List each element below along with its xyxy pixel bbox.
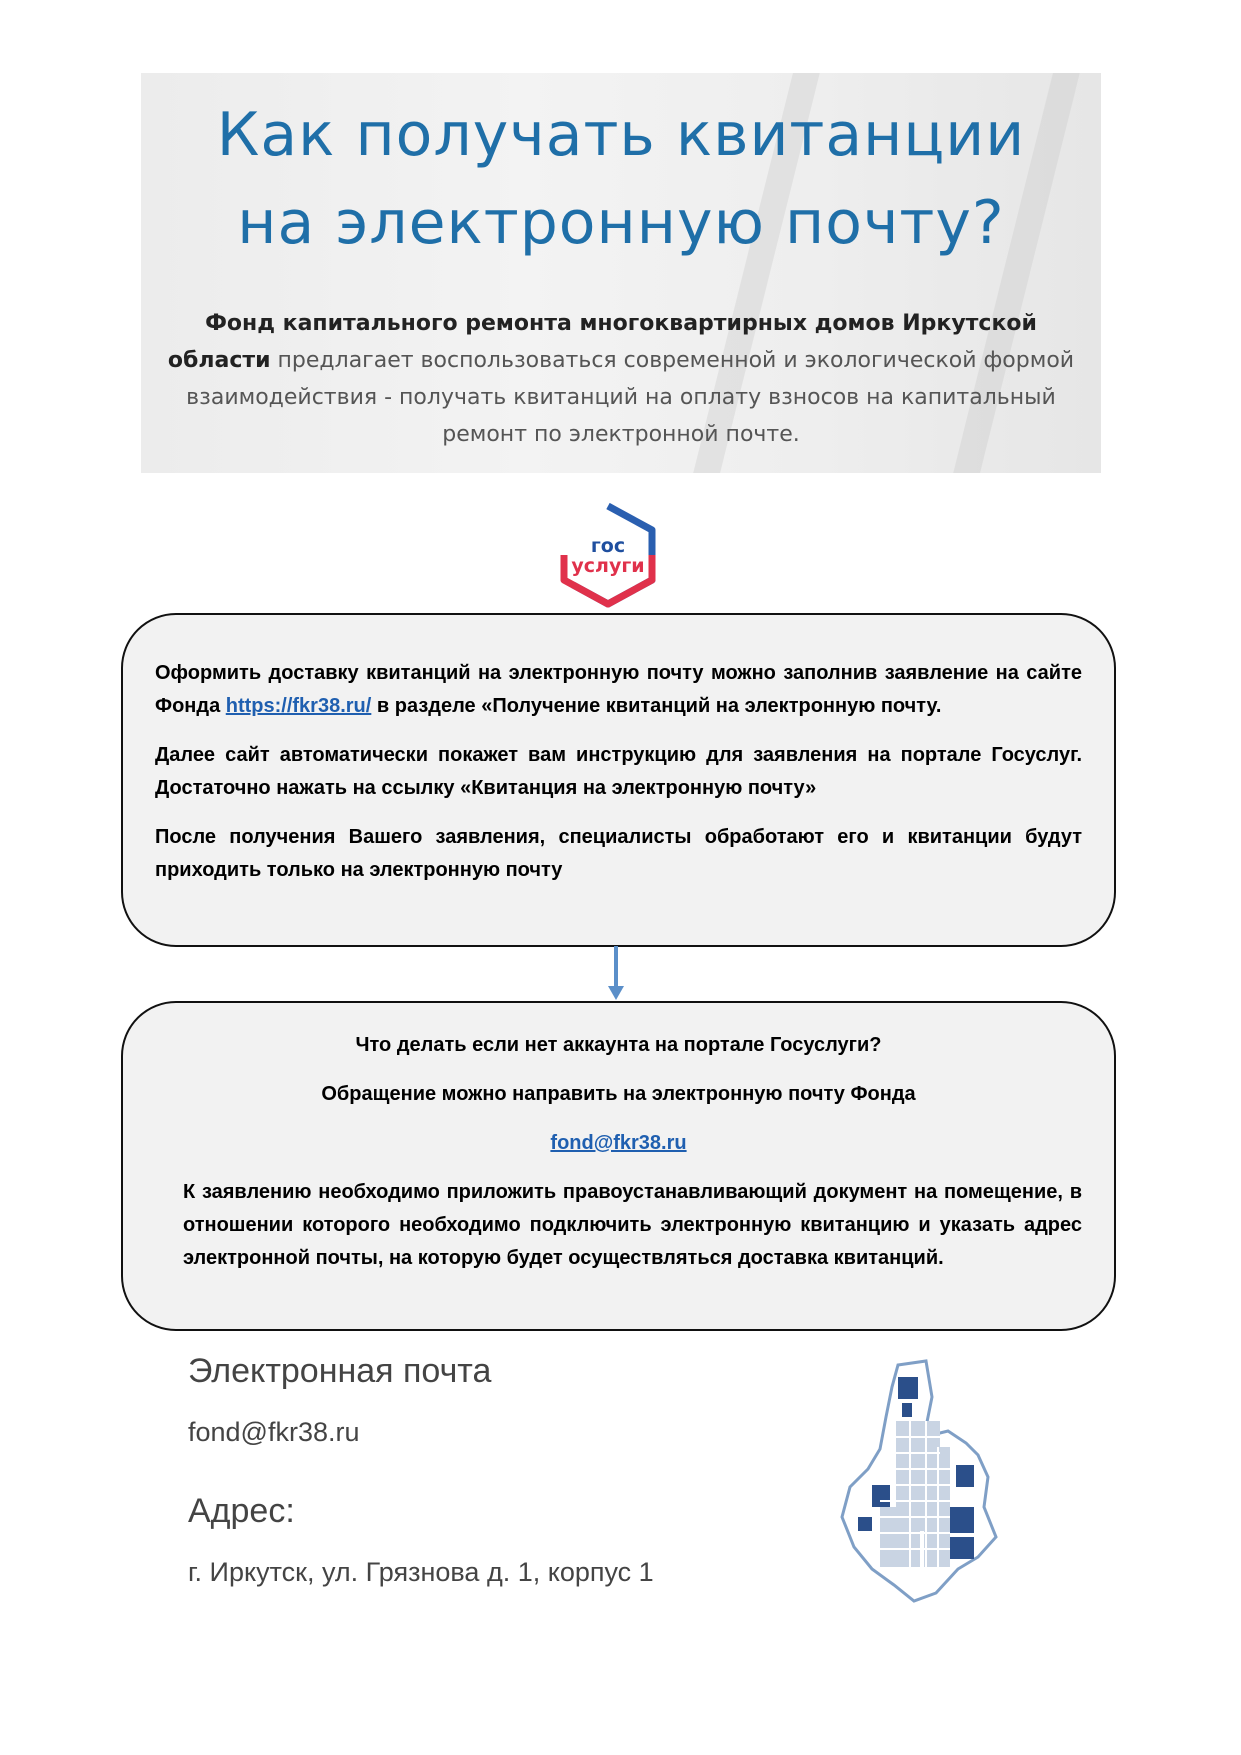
banner-description (151, 305, 1091, 453)
instructions-paragraph-3: После получения Вашего заявления, специалисты обработают его и квитанции будут приходить только на электронную почту (155, 826, 1082, 881)
instructions-box (121, 613, 1116, 947)
gosuslugi-logo-icon (548, 500, 668, 610)
instructions-text: Оформить доставку квитанций на электронную почту можно заполнив заявление на сайте Фонда (155, 662, 1082, 717)
fund-name: Фонд капитального ремонта многоквартирных домов Иркутской области (167, 311, 1037, 373)
attachment-instructions: К заявлению необходимо приложить правоустанавливающий документ на помещение, в отношении которого необходимо подключить электронную квитанцию и указать адрес электронной почты, на которую будет осуществляться доставка квитанций. (183, 1181, 1082, 1269)
address-value: г. Иркутск, ул. Грязнова д. 1, корпус 1 (188, 1557, 654, 1587)
instructions-paragraph-2: Далее сайт автоматически покажет вам инструкцию для заявления на портале Госуслуг. Достаточно нажать на ссылку «Квитанция на электронную почту» (155, 744, 1082, 799)
email-value: fond@fkr38.ru (188, 1417, 360, 1447)
banner-title (141, 91, 1101, 267)
fund-email-paragraph (155, 1127, 1082, 1160)
irkutsk-region-emblem-icon (828, 1357, 1028, 1607)
logo-text-uslugi: услуги (571, 555, 645, 577)
email-request-line: Обращение можно направить на электронную почту Фонда (321, 1083, 916, 1105)
no-account-question: Что делать если нет аккаунта на портале Госуслуги? (355, 1034, 882, 1056)
logo-text-gos: гос (590, 535, 626, 557)
banner-title-line2: на электронную почту? (237, 188, 1005, 258)
no-account-box (121, 1001, 1116, 1331)
header-banner (141, 73, 1101, 473)
email-label: Электронная почта (188, 1352, 492, 1390)
banner-description-rest: предлагает воспользоваться современной и экологической формой взаимодействия - получать квитанций на оплату взносов на капитальный ремонт по электронной почте. (186, 348, 1075, 447)
arrow-down-icon (606, 946, 626, 1002)
fund-site-link[interactable]: https://fkr38.ru/ (225, 695, 372, 717)
contacts-block (188, 1350, 748, 1590)
fund-email-link[interactable]: fond@fkr38.ru (550, 1132, 687, 1154)
instructions-paragraph-1 (155, 657, 1082, 723)
banner-title-line1: Как получать квитанции (216, 100, 1026, 170)
address-label: Адрес: (188, 1492, 295, 1530)
instructions-text: в разделе «Получение квитанций на электронную почту. (371, 695, 942, 717)
